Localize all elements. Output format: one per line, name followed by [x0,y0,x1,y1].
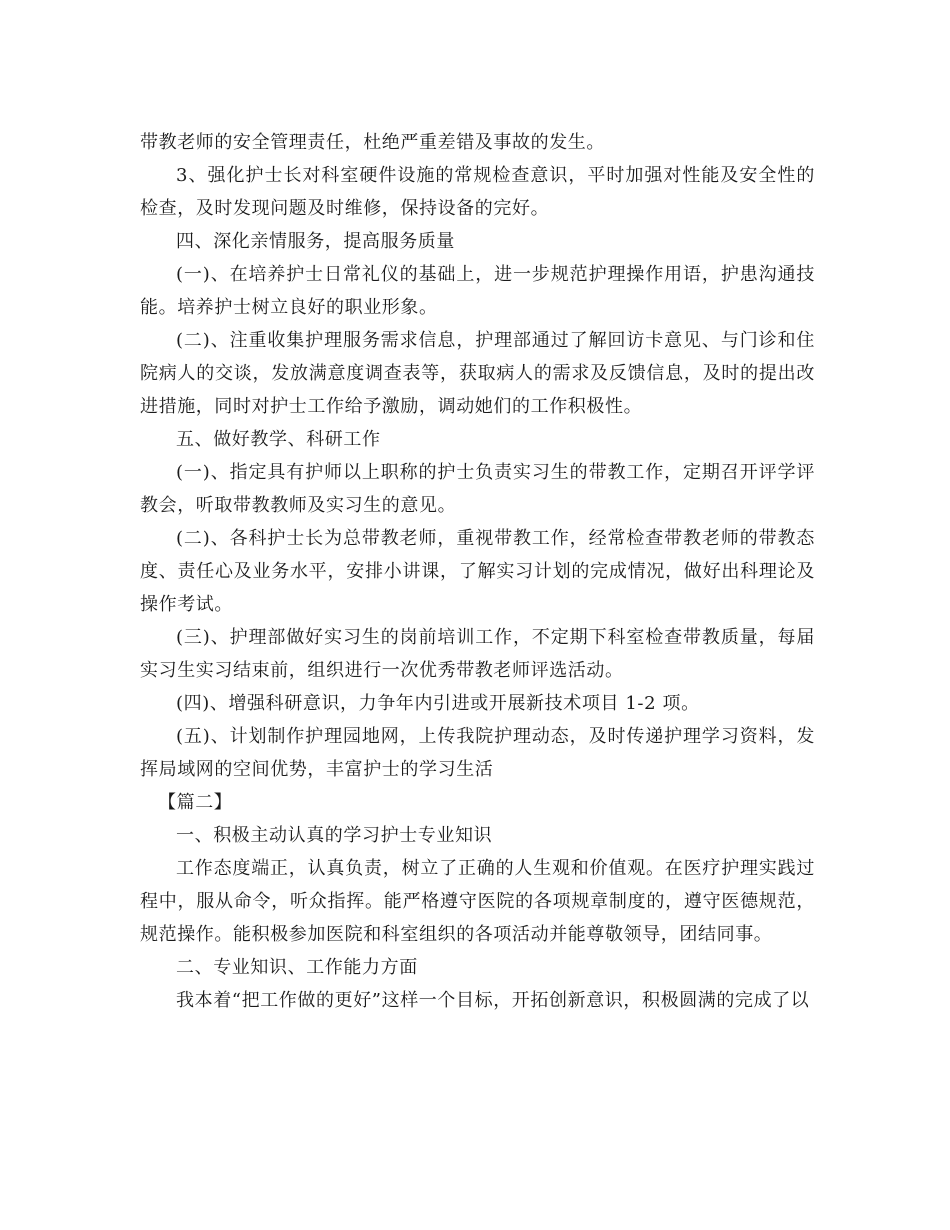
paragraph: (五)、计划制作护理园地网，上传我院护理动态，及时传递护理学习资料，发挥局域网的空间优势，丰富护士的学习生活 [140,726,815,780]
document-body [140,126,815,1017]
section-heading: 一、积极主动认真的学习护士专业知识 [176,825,493,846]
paragraph: 工作态度端正，认真负责，树立了正确的人生观和价值观。在医疗护理实践过程中，服从命令，听众指挥。能严格遵守医院的各项规章制度的，遵守医德规范，规范操作。能积极参加医院和科室组织的各项活动并能尊敬领导，团结同事。 [140,858,815,945]
paragraph: 我本着“把工作做的更好”这样一个目标，开拓创新意识，积极圆满的完成了以 [176,990,810,1011]
section-heading: 五、做好教学、科研工作 [176,429,381,450]
chapter-marker: 【篇二】 [158,792,233,813]
paragraph: (二)、各科护士长为总带教老师，重视带教工作，经常检查带教老师的带教态度、责任心及业务水平，安排小讲课，了解实习计划的完成情况，做好出科理论及操作考试。 [140,528,815,615]
section-heading: 四、深化亲情服务，提高服务质量 [176,231,455,252]
paragraph: (一)、在培养护士日常礼仪的基础上，进一步规范护理操作用语，护患沟通技能。培养护士树立良好的职业形象。 [140,264,815,318]
paragraph: (三)、护理部做好实习生的岗前培训工作，不定期下科室检查带教质量，每届实习生实习结束前，组织进行一次优秀带教老师评选活动。 [140,627,815,681]
section-heading: 二、专业知识、工作能力方面 [176,957,418,978]
paragraph: 带教老师的安全管理责任，杜绝严重差错及事故的发生。 [140,132,605,153]
paragraph: (二)、注重收集护理服务需求信息，护理部通过了解回访卡意见、与门诊和住院病人的交谈，发放满意度调查表等，获取病人的需求及反馈信息，及时的提出改进措施，同时对护士工作给予激励，调动她们的工作积极性。 [140,330,815,417]
paragraph: (一)、指定具有护师以上职称的护士负责实习生的带教工作，定期召开评学评教会，听取带教教师及实习生的意见。 [140,462,815,516]
paragraph: (四)、增强科研意识，力争年内引进或开展新技术项目 1-2 项。 [176,693,700,714]
paragraph: 3、强化护士长对科室硬件设施的常规检查意识，平时加强对性能及安全性的检查，及时发现问题及时维修，保持设备的完好。 [140,165,815,219]
